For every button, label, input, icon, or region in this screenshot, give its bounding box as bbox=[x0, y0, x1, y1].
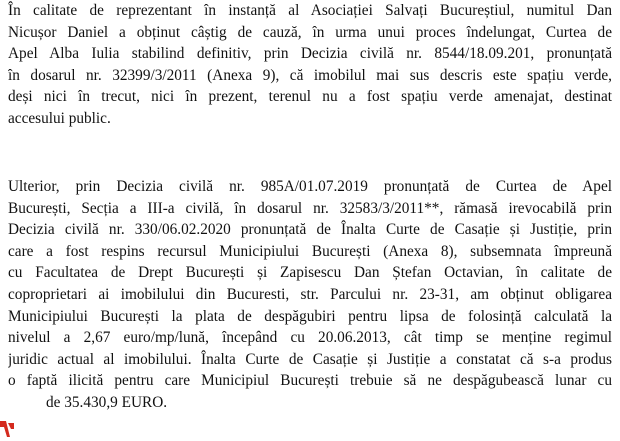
text-line: În calitate de reprezentant în instanță al Asociației Salvați Bucureștiul, numitul Dan bbox=[8, 2, 612, 19]
text-line: o faptă ilicită pentru care Municipiul București trebuie să ne despăgubească lunar cu bbox=[8, 372, 612, 390]
text-line: Apel Alba Iulia stabilind definitiv, prin Decizia civilă nr. 8544/18.09.201, pronunțată bbox=[8, 45, 612, 63]
text-line: Municipiului București la plata de despăgubiri pentru lipsa de folosință calculată la bbox=[8, 307, 612, 325]
text-line: Decizia civilă nr. 330/06.02.2020 pronunțată de Înalta Curte de Casație și Justiție, prin bbox=[8, 221, 612, 239]
text-line: juridic actual al imobilului. Înalta Curte de Casație și Justiție a constatat că s-a produs bbox=[8, 350, 612, 368]
text-line: București, Secția a III-a civilă, în dosarul nr. 32583/3/2011**, rămasă irevocabilă prin bbox=[8, 199, 612, 217]
paragraph-1 bbox=[0, 0, 620, 130]
text-line: coproprietari ai imobilului din Bucuresti, str. Parcului nr. 23-31, am obținut obligarea bbox=[8, 285, 612, 303]
text-line: deși nici în trecut, nici în prezent, terenul nu a fost spațiu verde amenajat, destinat bbox=[8, 88, 612, 106]
text-line: Ulterior, prin Decizia civilă nr. 985A/01.07.2019 pronunțată de Curtea de Apel bbox=[8, 178, 612, 195]
text-line: de 35.430,9 EURO. bbox=[46, 393, 168, 411]
text-line: accesului public. bbox=[8, 109, 111, 127]
text-line: în dosarul nr. 32399/3/2011 (Anexa 9), că imobilul mai sus descris este spațiu verde, bbox=[8, 66, 612, 84]
text-line: care a fost respins recursul Municipiului București (Anexa 8), subsemnata împreună bbox=[8, 242, 612, 260]
text-line: nivelul a 2,67 euro/mp/lună, începând cu 20.06.2013, cât timp se menține regimul bbox=[8, 329, 612, 347]
logo-fragment-icon bbox=[0, 415, 14, 441]
text-line: Nicușor Daniel a obținut câștig de cauză, în urma unui proces îndelungat, Curtea de bbox=[8, 23, 612, 41]
paragraph-2 bbox=[0, 176, 620, 414]
text-line: cu Facultatea de Drept București și Zapisescu Dan Ștefan Octavian, în calitate de bbox=[8, 264, 612, 282]
